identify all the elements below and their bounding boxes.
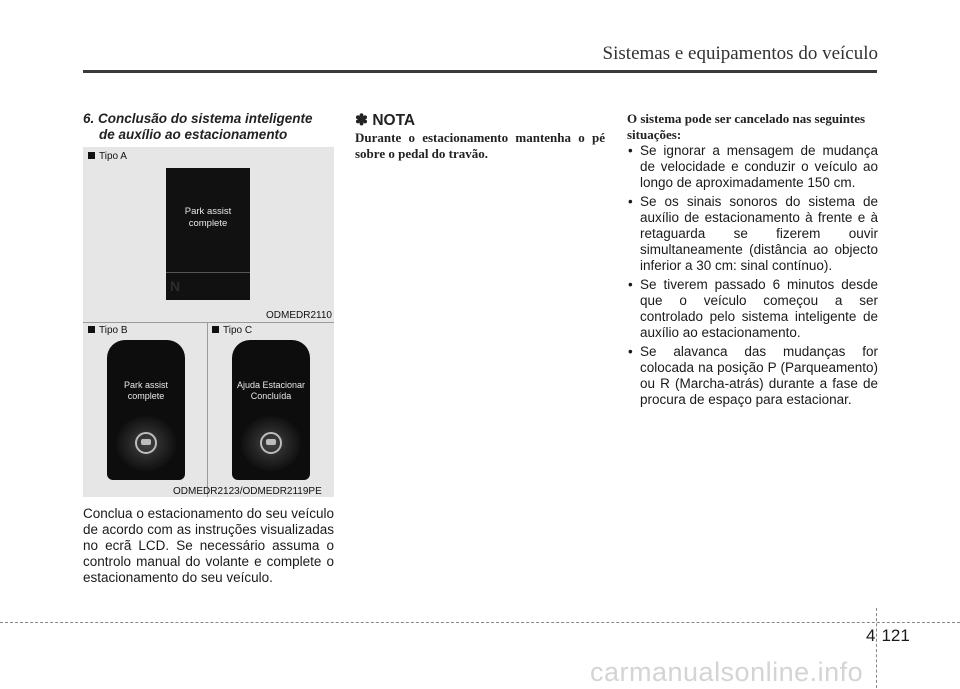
chapter-number: 4 <box>866 626 876 645</box>
bullet-icon: • <box>628 344 633 359</box>
note-text: Durante o estacionamento mantenha o pé sobre o pedal do travão. <box>355 130 605 161</box>
lcd-c-line1: Ajuda Estacionar <box>236 380 306 390</box>
lcd-screen-tipo-c-text <box>232 380 310 402</box>
lcd-a-line1: Park assist <box>184 206 232 217</box>
footer-rule <box>0 622 960 623</box>
bullet-icon: • <box>628 143 633 158</box>
steering-wheel-hub-icon <box>141 439 151 445</box>
section-title <box>83 111 338 143</box>
bullet-icon: • <box>628 277 633 292</box>
lcd-screen-tipo-b <box>107 340 185 480</box>
square-bullet-icon <box>212 326 219 333</box>
note-heading <box>355 111 415 130</box>
list-item <box>627 143 878 191</box>
square-bullet-icon <box>88 152 95 159</box>
body-paragraph: Conclua o estacionamento do seu veículo de acordo com as instruções visualizadas no ecrã LCD. Se necessário assuma o controlo manual do volante e complete o estacionamento do seu veículo. <box>83 506 334 585</box>
lcd-b-line1: Park assist <box>123 380 168 390</box>
list-item <box>627 344 878 408</box>
list-item-text: Se os sinais sonoros do sistema de auxílio de estacionamento à frente e à retaguarda se fizerem ouvir simultaneamente (distância ao objecto inferior a 30 cm: sinal contínuo). <box>640 194 878 273</box>
lcd-c-line2: Concluída <box>250 391 292 401</box>
list-item-text: Se ignorar a mensagem de mudança de velocidade e conduzir o veículo ao longo de aproximadamente 150 cm. <box>640 143 878 190</box>
tipo-b-text: Tipo B <box>99 325 128 336</box>
header-title: Sistemas e equipamentos do veículo <box>602 43 878 64</box>
list-item-text: Se alavanca das mudanças for colocada na posição P (Parqueamento) ou R (Marcha-atrás) durante a fase de procura de espaço para estacionar. <box>640 344 878 407</box>
steering-wheel-hub-icon <box>266 439 276 445</box>
lcd-screen-tipo-b-text <box>107 380 185 402</box>
figure-code-top: ODMEDR2110 <box>266 310 332 321</box>
figure-divider <box>83 322 334 323</box>
note-title: NOTA <box>372 112 416 129</box>
lcd-b-line2: complete <box>127 391 165 401</box>
note-symbol-icon: ✽ <box>355 112 368 129</box>
list-item <box>627 277 878 341</box>
lcd-screen-tipo-a <box>166 168 250 300</box>
tipo-a-label <box>88 151 127 162</box>
figure-vertical-divider <box>207 323 208 497</box>
tipo-c-text: Tipo C <box>223 325 253 336</box>
watermark: carmanualsonline.info <box>590 657 864 687</box>
page-number-value: 121 <box>881 626 910 645</box>
tipo-b-label <box>88 325 128 336</box>
lcd-screen-tipo-a-text <box>166 206 250 230</box>
cancel-heading: O sistema pode ser cancelado nas seguintes situações: <box>627 111 866 142</box>
lcd-screen-tipo-c <box>232 340 310 480</box>
bullet-icon: • <box>628 194 633 209</box>
list-item <box>627 194 878 274</box>
section-title-line2: de auxílio ao estacionamento <box>99 127 288 142</box>
tipo-a-text: Tipo A <box>99 151 127 162</box>
lcd-a-gear-indicator-icon: N <box>170 278 183 294</box>
header-rule <box>83 70 877 73</box>
footer-vertical-rule <box>876 608 877 688</box>
cancel-list <box>627 143 878 411</box>
list-item-text: Se tiverem passado 6 minutos desde que o veículo começou a ser controlado pelo sistema inteligente de auxílio ao estacionamento. <box>640 277 878 340</box>
lcd-a-divider <box>166 272 250 273</box>
lcd-a-line2: complete <box>188 218 228 229</box>
page-number <box>866 626 910 646</box>
tipo-c-label <box>212 325 252 336</box>
section-title-line1: 6. Conclusão do sistema inteligente <box>83 111 313 126</box>
square-bullet-icon <box>88 326 95 333</box>
figure-code-bottom: ODMEDR2123/ODMEDR2119PE <box>173 486 322 497</box>
